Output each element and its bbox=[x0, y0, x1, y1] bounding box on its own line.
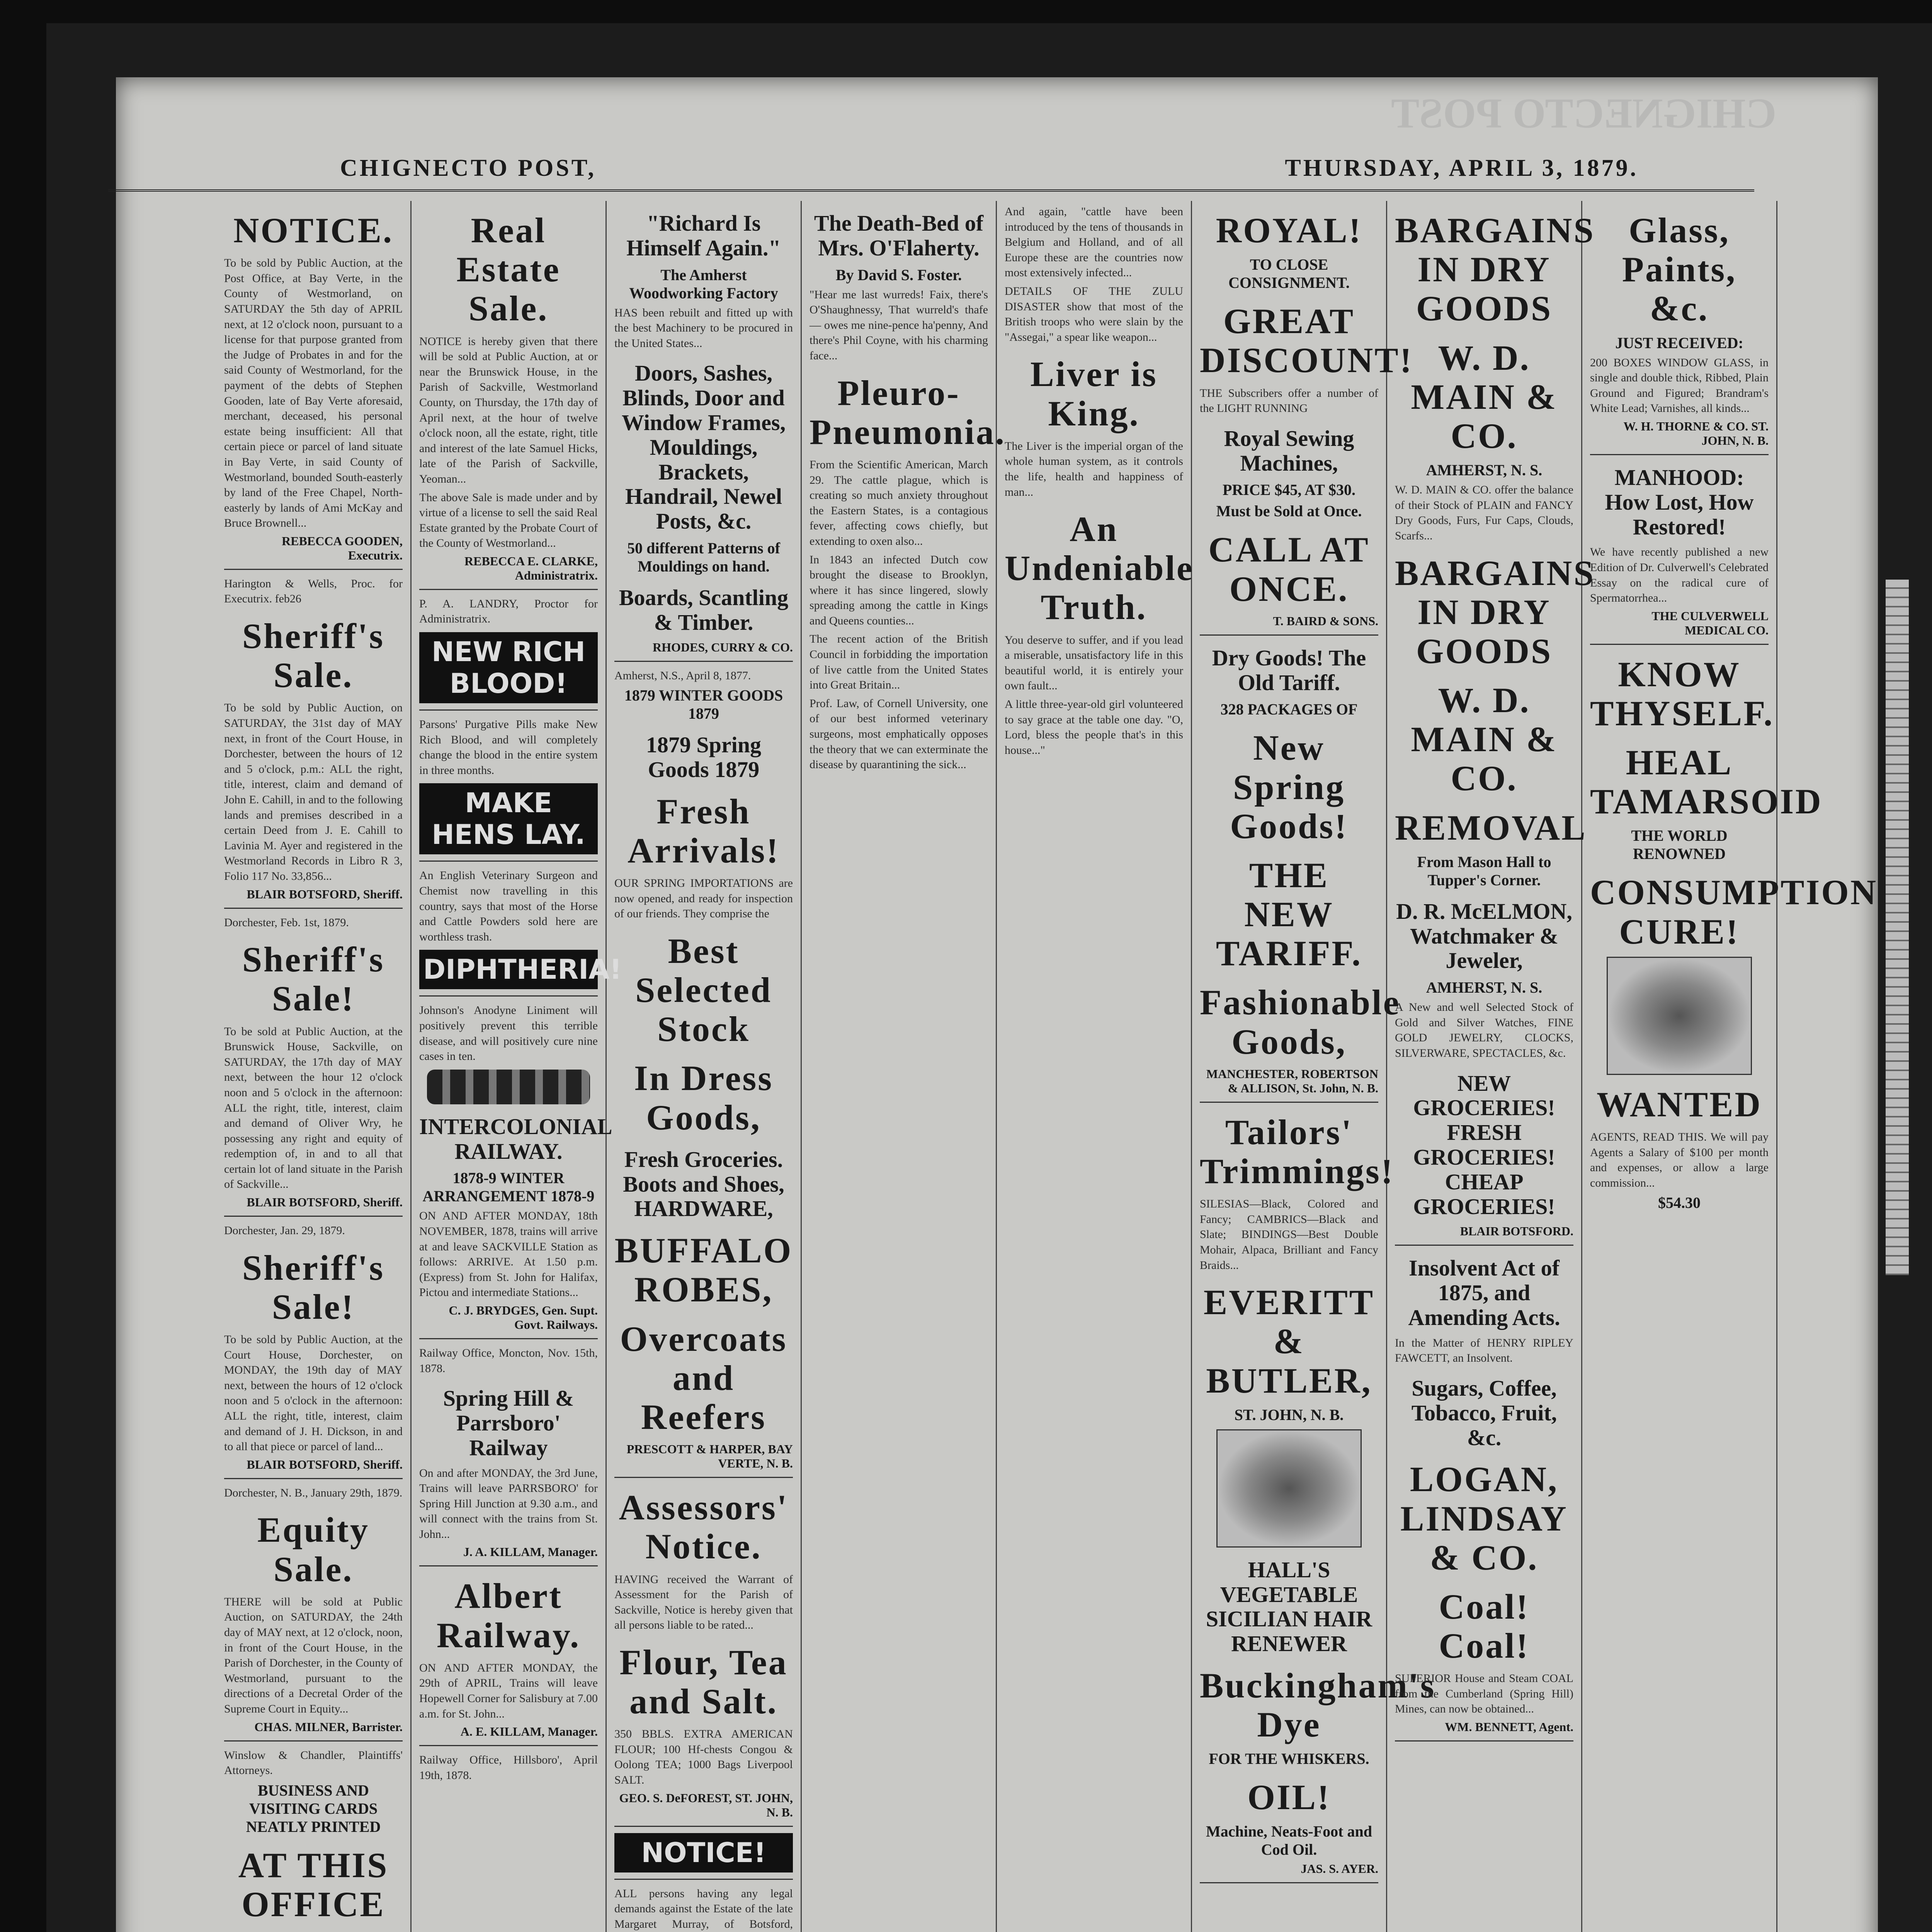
column-3-body-25: ALL persons having any legal demands against the Estate of the late Margaret Murray, of Botsford, bbox=[614, 1887, 793, 1930]
column-3-headline-1: "Richard Is Himself Again." bbox=[626, 211, 781, 260]
column-8-sub-10: THE WORLD RENOWNED bbox=[1631, 827, 1728, 863]
column-3-headline-14: In Dress Goods, bbox=[634, 1058, 774, 1137]
column-1-sig-7: BLAIR BOTSFORD, Sheriff. bbox=[247, 887, 403, 901]
column-3-headline-11: Fresh Arrivals! bbox=[628, 791, 780, 870]
column-8-headline-9: HEAL TAMARSOID bbox=[1590, 743, 1823, 821]
column-3-sig-18: PRESCOTT & HARPER, BAY VERTE, N. B. bbox=[626, 1442, 793, 1471]
column-2-inv-6: NEW RICH BLOOD! bbox=[419, 632, 598, 703]
column-6-sub-19: ST. JOHN, N. B. bbox=[1234, 1406, 1344, 1423]
column-1-sig-3: REBECCA GOODEN, Executrix. bbox=[282, 534, 403, 562]
column-7-headline-16: Sugars, Coffee, Tobacco, Fruit, &c. bbox=[1411, 1375, 1557, 1450]
column-6-sub-25: Machine, Neats-Foot and Cod Oil. bbox=[1206, 1823, 1372, 1859]
column-7-body-15: In the Matter of HENRY RIPLEY FAWCETT, an Insolvent. bbox=[1395, 1336, 1573, 1365]
column-8-headline-11: CONSUMPTION CURE! bbox=[1590, 872, 1878, 951]
column-3-body-3: HAS been rebuilt and fitted up with the best Machinery to be procured in the United States... bbox=[614, 306, 793, 350]
column-6 bbox=[1192, 201, 1436, 1932]
column-4-body-6: In 1843 an infected Dutch cow brought the disease to Brooklyn, where it has since lingered, slowly spreading among the cattle in Kings and Queens counties... bbox=[810, 553, 988, 627]
column-1-headline-22: AT THIS OFFICE bbox=[238, 1845, 389, 1924]
column-5-body-4: The Liver is the imperial organ of the whole human system, as it controls the life, health and happiness of man... bbox=[1005, 439, 1183, 498]
column-6-headline-22: Buckingham's Dye bbox=[1200, 1665, 1436, 1745]
column-rule bbox=[1590, 454, 1769, 455]
column-6-headline-21: HALL'S VEGETABLE SICILIAN HAIR RENEWER bbox=[1206, 1557, 1372, 1656]
column-8-headline-8: KNOW THYSELF. bbox=[1590, 654, 1774, 733]
column-3-body-8: Amherst, N.S., April 8, 1877. bbox=[614, 669, 751, 682]
column-3 bbox=[607, 201, 802, 1932]
column-rule bbox=[1200, 634, 1378, 636]
column-3-sub-5: 50 different Patterns of Mouldings on hand. bbox=[627, 539, 780, 575]
column-rule bbox=[1200, 1882, 1378, 1883]
column-3-headline-15: Fresh Groceries. Boots and Shoes, HARDWARE, bbox=[623, 1146, 784, 1221]
column-8-headline-13: WANTED bbox=[1597, 1084, 1762, 1124]
column-1-sig-15: BLAIR BOTSFORD, Sheriff. bbox=[247, 1457, 403, 1471]
column-1-body-18: THERE will be sold at Public Auction, on SATURDAY, the 24th day of MAY next, at 12 o'clock, noon, in front of the Court House, in the Parish of Dorchester, in the County of Westmorland, pursuant to the directions of a Decretal Order of the Supreme Court in Equity... bbox=[224, 1595, 403, 1715]
column-6-headline-1: ROYAL! bbox=[1216, 211, 1362, 250]
column-1-body-14: To be sold by Public Auction, at the Court House, Dorchester, on MONDAY, the 19th day of MAY next, between the hours of 12 o'clock noon and 5 o'clock in the afternoon: ALL the right, title, interest, claim and demand of J. H. Dickson, in and to all that piece or parcel of land... bbox=[224, 1333, 403, 1453]
column-2-body-15: ON AND AFTER MONDAY, 18th NOVEMBER, 1878, trains will arrive at and leave SACKVILLE Station as follows: ARRIVE. At 1.50 p.m. (Express) from St. John for Halifax, Pictou and intermediate Stations... bbox=[419, 1209, 598, 1299]
column-8-body-6: We have recently published a new Edition of Dr. Culverwell's Celebrated Essay on the radical cure of Spermatorrhea... bbox=[1590, 546, 1769, 605]
column-4-body-7: The recent action of the British Council in forbidding the importation of live cattle from the United States into Great Britain... bbox=[810, 633, 988, 692]
column-3-sub-2: The Amherst Woodworking Factory bbox=[629, 266, 778, 302]
column-7-headline-2: W. D. MAIN & CO. bbox=[1411, 338, 1558, 456]
column-3-body-20: HAVING received the Warrant of Assessment for the Parish of Sackville, Notice is hereby given that all persons liable to be rated... bbox=[614, 1573, 793, 1632]
column-3-headline-10: 1879 Spring Goods 1879 bbox=[646, 732, 762, 782]
column-rule bbox=[419, 589, 598, 590]
column-3-body-22: 350 BBLS. EXTRA AMERICAN FLOUR; 100 Hf-chests Congou & Oolong TEA; 1000 Bags Liverpool SALT. bbox=[614, 1728, 793, 1787]
column-2-body-19: On and after MONDAY, the 3rd June, Trains will leave PARRSBORO' for Spring Hill Junction at 9.30 a.m., and will connect with the trains from St. John... bbox=[419, 1466, 598, 1541]
column-3-body-12: OUR SPRING IMPORTATIONS are now opened, and ready for inspection of our friends. They comprise the bbox=[614, 877, 793, 920]
column-8 bbox=[1582, 201, 1878, 1932]
column-rule bbox=[614, 661, 793, 662]
column-7 bbox=[1387, 201, 1595, 1932]
column-8-sub-2: JUST RECEIVED: bbox=[1615, 334, 1743, 352]
column-6-engraving-20 bbox=[1216, 1429, 1362, 1548]
column-6-headline-3: GREAT DISCOUNT! bbox=[1200, 301, 1413, 380]
column-2-body-17: Railway Office, Moncton, Nov. 15th, 1878. bbox=[419, 1346, 598, 1375]
column-8-headline-1: Glass, Paints, &c. bbox=[1622, 211, 1737, 328]
column-8-headline-5: MANHOOD: How Lost, How Restored! bbox=[1605, 464, 1754, 539]
column-6-headline-5: Royal Sewing Machines, bbox=[1224, 425, 1354, 476]
column-3-headline-21: Flour, Tea and Salt. bbox=[619, 1642, 788, 1721]
column-5-body-1: And again, "cattle have been introduced by the tens of thousands in Belgium and Holland, and of all Europe these are the countries now most extensively infected... bbox=[1005, 205, 1183, 279]
column-6-headline-13: THE NEW TARIFF. bbox=[1216, 855, 1362, 973]
column-7-sig-13: BLAIR BOTSFORD. bbox=[1460, 1224, 1573, 1238]
column-2-inv-8: MAKE HENS LAY. bbox=[419, 783, 598, 854]
column-7-headline-7: REMOVAL bbox=[1395, 808, 1587, 847]
column-1-sub-21: BUSINESS AND VISITING CARDS NEATLY PRINTED bbox=[246, 1781, 381, 1835]
column-6-sub-2: TO CLOSE CONSIGNMENT. bbox=[1228, 256, 1350, 292]
column-7-sub-3: AMHERST, N. S. bbox=[1426, 461, 1543, 479]
column-rule bbox=[224, 908, 403, 909]
column-6-sig-9: T. BAIRD & SONS. bbox=[1273, 614, 1378, 628]
column-7-headline-6: W. D. MAIN & CO. bbox=[1411, 680, 1558, 798]
column-1-body-12: Dorchester, Jan. 29, 1879. bbox=[224, 1224, 345, 1237]
column-rule bbox=[614, 1477, 793, 1478]
column-3-headline-19: Assessors' Notice. bbox=[619, 1488, 789, 1566]
column-rule bbox=[419, 709, 598, 711]
column-2-headline-1: Real Estate Sale. bbox=[456, 211, 561, 328]
column-2-body-22: ON AND AFTER MONDAY, the 29th of APRIL, Trains will leave Hopewell Corner for Salisbury at 7.00 a.m. for St. John... bbox=[419, 1661, 598, 1720]
column-1-body-8: Dorchester, Feb. 1st, 1879. bbox=[224, 916, 349, 929]
column-2-sig-16: C. J. BRYDGES, Gen. Supt. Govt. Railways. bbox=[449, 1303, 598, 1332]
column-6-headline-16: Tailors' Trimmings! bbox=[1200, 1112, 1395, 1191]
column-1-headline-9: Sheriff's Sale! bbox=[242, 940, 385, 1019]
column-7-body-4: W. D. MAIN & CO. offer the balance of their Stock of PLAIN and FANCY Dry Goods, Furs, Fur Caps, Clouds, Scarfs... bbox=[1395, 483, 1573, 542]
column-3-sub-9: 1879 WINTER GOODS 1879 bbox=[624, 687, 783, 723]
column-7-sub-8: From Mason Hall to Tupper's Corner. bbox=[1417, 853, 1551, 889]
bleed-through-text: CHIGNECTO POST bbox=[1391, 90, 1777, 137]
column-6-sig-26: JAS. S. AYER. bbox=[1301, 1862, 1378, 1876]
column-4-sub-2: By David S. Foster. bbox=[835, 266, 962, 284]
column-2-headline-21: Albert Railway. bbox=[437, 1576, 580, 1655]
column-rule bbox=[419, 1338, 598, 1339]
column-2-body-2: NOTICE is hereby given that there will be sold at Public Auction, at or near the Brunswick House, in the Parish of Sackville, Westmorland County, on Thursday, the 17th day of April next, at the hour of twelve o'clock noon, all the estate, right, title and interest of the late Samuel Hicks, late of the Parish of Sackville, Yeoman... bbox=[419, 335, 598, 485]
column-2-body-24: Railway Office, Hillsboro', April 19th, 1878. bbox=[419, 1753, 598, 1782]
column-rule bbox=[1395, 1245, 1573, 1246]
masthead-title: CHIGNECTO POST, bbox=[340, 155, 597, 181]
column-5 bbox=[997, 201, 1192, 1932]
column-6-sub-7: Must be Sold at Once. bbox=[1216, 502, 1362, 520]
column-2-inv-10: DIPHTHERIA! bbox=[419, 950, 598, 989]
column-rule bbox=[224, 1478, 403, 1479]
column-rule bbox=[1590, 644, 1769, 645]
column-3-inv-24: NOTICE! bbox=[614, 1833, 793, 1872]
column-8-sig-7: THE CULVERWELL MEDICAL CO. bbox=[1651, 609, 1769, 637]
column-4-body-3: "Hear me last wurreds! Faix, there's O'Shaughnessy, That wurreld's thafe — owes me nine-pence ha'penny, And there's Phil Coyne, with his charming face... bbox=[810, 288, 988, 362]
column-rule bbox=[419, 861, 598, 862]
column-7-headline-9: D. R. McELMON, Watchmaker & Jeweler, bbox=[1396, 898, 1572, 973]
column-8-body-14: AGENTS, READ THIS. We will pay Agents a Salary of $100 per month and expenses, or allow a large commission... bbox=[1590, 1131, 1769, 1189]
column-5-headline-3: Liver is King. bbox=[1030, 354, 1158, 433]
column-6-headline-14: Fashionable Goods, bbox=[1200, 983, 1401, 1061]
column-rule bbox=[419, 1745, 598, 1746]
masthead bbox=[108, 147, 1754, 192]
column-1-body-20: Winslow & Chandler, Plaintiffs' Attorneys. bbox=[224, 1748, 403, 1777]
column-2-sig-20: J. A. KILLAM, Manager. bbox=[463, 1545, 598, 1559]
column-6-headline-24: OIL! bbox=[1247, 1777, 1331, 1817]
column-7-sig-20: WM. BENNETT, Agent. bbox=[1445, 1720, 1573, 1734]
column-7-body-19: SUPERIOR House and Steam COAL from the Cumberland (Spring Hill) Mines, can now be obtained... bbox=[1395, 1672, 1573, 1716]
column-2-sig-4: REBECCA E. CLARKE, Administratrix. bbox=[464, 554, 598, 582]
column-5-headline-5: An Undeniable Truth. bbox=[1005, 509, 1194, 627]
column-6-sub-23: FOR THE WHISKERS. bbox=[1209, 1750, 1369, 1768]
masthead-date: THURSDAY, APRIL 3, 1879. bbox=[1285, 155, 1638, 181]
column-2-sub-14: 1878-9 WINTER ARRANGEMENT 1878-9 bbox=[422, 1169, 595, 1205]
column-7-headline-1: BARGAINS IN DRY GOODS bbox=[1395, 211, 1595, 328]
column-2-headline-18: Spring Hill & Parrsboro' Railway bbox=[443, 1386, 574, 1460]
column-6-body-17: SILESIAS—Black, Colored and Fancy; CAMBRICS—Black and Slate; BINDINGS—Best Double Mohair, Alpaca, Brilliant and Fancy Braids... bbox=[1200, 1197, 1378, 1272]
column-2-body-3: The above Sale is made under and by virtue of a license to sell the said Real Estate granted by the Probate Court of the County of Westmorland... bbox=[419, 491, 598, 550]
column-rule bbox=[614, 1879, 793, 1880]
column-rule bbox=[419, 1565, 598, 1566]
column-5-body-2: DETAILS OF THE ZULU DISASTER show that most of the British troops who were slain by the "Assegai," a spear like weapon... bbox=[1005, 284, 1183, 344]
column-7-sub-10: AMHERST, N. S. bbox=[1426, 979, 1543, 997]
column-rule bbox=[224, 1740, 403, 1742]
column-8-sub-15: $54.30 bbox=[1658, 1194, 1701, 1212]
column-2-body-5: P. A. LANDRY, Proctor for Administratrix. bbox=[419, 597, 598, 626]
column-2-body-9: An English Veterinary Surgeon and Chemist now travelling in this country, says that most of the Horse and Cattle Powders sold here are worthless trash. bbox=[419, 869, 598, 943]
column-7-headline-17: LOGAN, LINDSAY & CO. bbox=[1400, 1459, 1568, 1577]
column-1-body-16: Dorchester, N. B., January 29th, 1879. bbox=[224, 1486, 403, 1499]
column-rule bbox=[224, 569, 403, 570]
column-1 bbox=[216, 201, 412, 1932]
column-1-body-2: To be sold by Public Auction, at the Post Office, at Bay Verte, in the County of Westmorland, on SATURDAY the 5th day of APRIL next, at 12 o'clock noon, pursuant to a license for that purpose granted from the Judge of Probates in and for the said County of Westmorland, for the payment of the debts of Stephen Gooden, late of Bay Verte aforesaid, merchant, deceased, his personal estate being insufficient: All that certain piece or parcel of land situate in Bay Verte, in said County of Westmorland, bounded South-easterly by land of the Free Chapel, North-easterly by lands of Ami McKay and Bruce Brownell... bbox=[224, 257, 403, 530]
column-1-body-4: Harington & Wells, Proc. for Executrix. feb26 bbox=[224, 577, 403, 605]
column-4-body-8: Prof. Law, of Cornell University, one of our best informed veterinary surgeons, most emphatically opposes the theory that we can exterminate the disease by quarantining the sick... bbox=[810, 697, 988, 771]
column-3-sig-7: RHODES, CURRY & CO. bbox=[652, 640, 793, 654]
column-2-headline-13: INTERCOLONIAL RAILWAY. bbox=[419, 1114, 612, 1164]
column-7-headline-14: Insolvent Act of 1875, and Amending Acts. bbox=[1408, 1255, 1560, 1330]
column-rule bbox=[419, 995, 598, 997]
column-1-body-6: To be sold by Public Auction, on SATURDAY, the 31st day of MAY next, in front of the Court House, in Dorchester, between the hours of 12 and 5 o'clock, p.m.: ALL the right, title, interest, claim and demand of John E. Cahill, in and to the following lands and premises described in a certain Deed from J. E. Cahill to Lavinia M. Ayer and registered in the Westmorland Records in Libro R 3, Folio 117 No. 33,856... bbox=[224, 701, 403, 883]
column-6-sub-11: 328 PACKAGES OF bbox=[1220, 701, 1358, 718]
column-2-body-11: Johnson's Anodyne Liniment will positively prevent this terrible disease, and will positively cure nine cases in ten. bbox=[419, 1004, 598, 1063]
column-7-headline-12: NEW GROCERIES! FRESH GROCERIES! CHEAP GROCERIES! bbox=[1413, 1070, 1555, 1219]
column-7-body-11: A New and well Selected Stock of Gold and Silver Watches, FINE GOLD JEWELRY, CLOCKS, SILVERWARE, SPECTACLES, &c. bbox=[1395, 1001, 1573, 1060]
column-4-headline-4: Pleuro-Pneumonia. bbox=[810, 373, 1006, 452]
column-3-headline-17: Overcoats and Reefers bbox=[620, 1319, 787, 1437]
column-5-body-7: A little three-year-old girl volunteered to say grace at the table one day. "O, Lord, bless the people that's in this house..." bbox=[1005, 698, 1183, 757]
column-1-headline-5: Sheriff's Sale. bbox=[242, 616, 385, 695]
column-rule bbox=[1395, 1740, 1573, 1742]
column-1-body-10: To be sold at Public Auction, at the Brunswick House, Sackville, on SATURDAY, the 17th day of MAY next, between the hour 12 o'clock noon and 5 o'clock in the afternoon: ALL the right, title, interest, claim and demand of Oliver Wry, he possessing any right and equity of redemption of, in and to all that certain lot of land situate in the Parish of Sackville... bbox=[224, 1025, 403, 1191]
column-8-body-3: 200 BOXES WINDOW GLASS, in single and double thick, Ribbed, Plain Ground and Figured; Brandram's White Lead; Varnishes, all kinds... bbox=[1590, 356, 1769, 415]
column-4-body-5: From the Scientific American, March 29. The cattle plague, which is creating so much anxiety throughout the Eastern States, is a contagious fever, affecting cows chiefly, but extending to oxen also... bbox=[810, 458, 988, 548]
column-8-engraving-12 bbox=[1607, 957, 1752, 1075]
column-3-headline-4: Doors, Sashes, Blinds, Door and Window Frames, Mouldings, Brackets, Handrail, Newel Posts, &c. bbox=[621, 361, 786, 534]
column-8-sig-4: W. H. THORNE & CO. ST. JOHN, N. B. bbox=[1623, 419, 1769, 447]
column-1-sig-11: BLAIR BOTSFORD, Sheriff. bbox=[247, 1195, 403, 1209]
column-1-sig-19: CHAS. MILNER, Barrister. bbox=[254, 1719, 403, 1734]
column-7-headline-5: BARGAINS IN DRY GOODS bbox=[1395, 553, 1595, 671]
column-4-headline-1: The Death-Bed of Mrs. O'Flaherty. bbox=[814, 211, 984, 260]
column-rule bbox=[1200, 1102, 1378, 1103]
column-1-headline-1: NOTICE. bbox=[233, 211, 393, 250]
column-6-body-4: THE Subscribers offer a number of the LIGHT RUNNING bbox=[1200, 386, 1378, 415]
column-5-body-6: You deserve to suffer, and if you lead a miserable, unsatisfactory life in this beautiful world, it is entirely your own fault... bbox=[1005, 633, 1183, 692]
column-rule bbox=[614, 1826, 793, 1827]
column-2-body-7: Parsons' Purgative Pills make New Rich Blood, and will completely change the blood in the entire system in three months. bbox=[419, 718, 598, 777]
column-3-headline-13: Best Selected Stock bbox=[635, 931, 772, 1049]
column-7-headline-18: Coal! Coal! bbox=[1439, 1587, 1530, 1666]
column-2-train-12 bbox=[427, 1070, 590, 1104]
column-6-headline-18: EVERITT & BUTLER, bbox=[1203, 1282, 1375, 1400]
scale-ruler bbox=[1886, 580, 1909, 1275]
column-3-headline-6: Boards, Scantling & Timber. bbox=[619, 585, 789, 635]
column-6-headline-12: New Spring Goods! bbox=[1230, 728, 1348, 846]
column-3-headline-16: BUFFALO ROBES, bbox=[614, 1231, 793, 1310]
column-2 bbox=[412, 201, 622, 1932]
column-1-headline-17: Equity Sale. bbox=[257, 1510, 369, 1589]
column-1-headline-13: Sheriff's Sale! bbox=[242, 1248, 385, 1327]
column-2-sig-23: A. E. KILLAM, Manager. bbox=[460, 1725, 598, 1739]
column-rule bbox=[224, 1216, 403, 1217]
column-6-headline-8: CALL AT ONCE. bbox=[1208, 530, 1370, 609]
column-4 bbox=[802, 201, 1006, 1932]
column-6-sub-6: PRICE $45, AT $30. bbox=[1222, 481, 1356, 499]
column-6-headline-10: Dry Goods! The Old Tariff. bbox=[1212, 645, 1366, 695]
column-6-sig-15: MANCHESTER, ROBERTSON & ALLISON, St. John, N. B. bbox=[1206, 1066, 1378, 1095]
column-3-sig-23: GEO. S. DeFOREST, ST. JOHN, N. B. bbox=[619, 1791, 793, 1819]
